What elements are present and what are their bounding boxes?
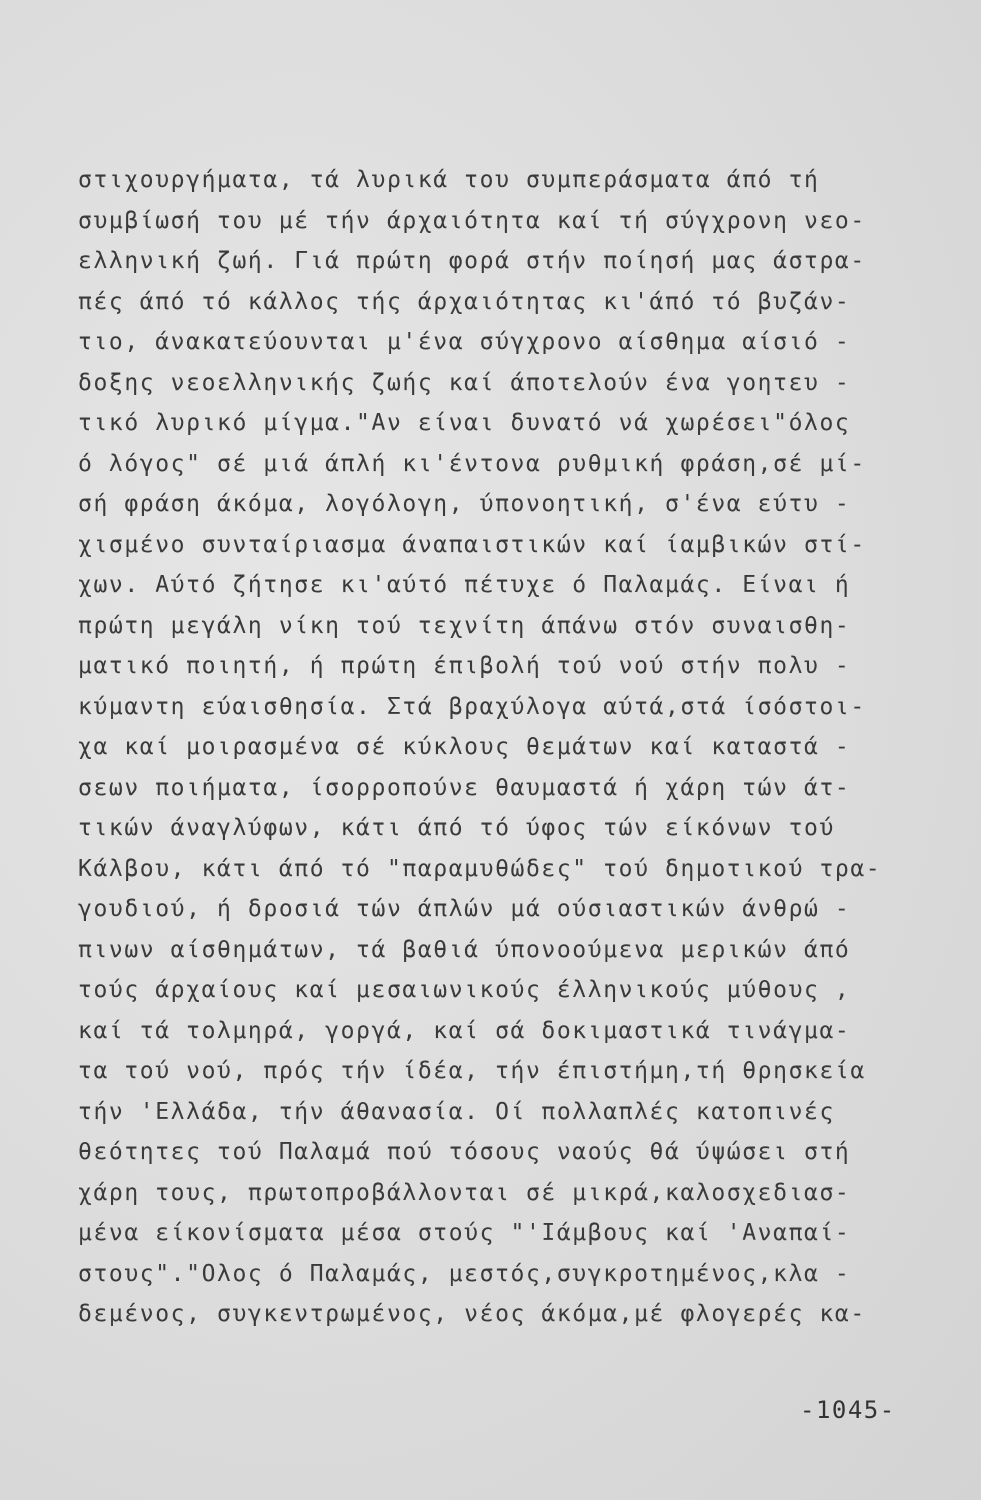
text-line: τήν 'Ελλάδα, τήν άθανασία. Οί πολλαπλές κατοπινές	[78, 1098, 835, 1125]
text-line: συμβίωσή του μέ τήν άρχαιότητα καί τή σύγχρονη νεο-	[78, 207, 866, 234]
text-line: ό λόγος" σέ μιά άπλή κι'έντονα ρυθμική φράση,σέ μί-	[78, 450, 866, 477]
text-line: στους"."Ολος ό Παλαμάς, μεστός,συγκροτημένος,κλα -	[78, 1260, 851, 1287]
text-line: μένα είκονίσματα μέσα στούς "'Ιάμβους καί 'Αναπαί-	[78, 1220, 851, 1246]
text-line: τιο, άνακατεύουνται μ'ένα σύγχρονο αίσθημα αίσιό -	[78, 329, 851, 355]
text-line: τούς άρχαίους καί μεσαιωνικούς έλληνικούς μύθους ,	[78, 977, 851, 1003]
text-line: τα τού νού, πρός τήν ίδέα, τήν έπιστήμη,τή θρησκεία	[78, 1058, 866, 1084]
text-line: δοξης νεοελληνικής ζωής καί άποτελούν ένα γοητευ -	[78, 369, 851, 396]
text-line: πρώτη μεγάλη νίκη τού τεχνίτη άπάνω στόν συναισθη-	[78, 612, 851, 639]
text-line: ελληνική ζωή. Γιά πρώτη φορά στήν ποίησή μας άστρα-	[78, 248, 866, 274]
text-line: στιχουργήματα, τά λυρικά του συμπεράσματα άπό τή	[78, 167, 820, 193]
text-line: χάρη τους, πρωτοπροβάλλονται σέ μικρά,καλοσχεδιασ-	[78, 1179, 851, 1206]
text-line: καί τά τολμηρά, γοργά, καί σά δοκιμαστικά τινάγμα-	[78, 1017, 851, 1044]
text-line: σεων ποιήματα, ίσορροπούνε θαυμαστά ή χάρη τών άτ-	[78, 774, 851, 801]
text-line: χων. Αύτό ζήτησε κι'αύτό πέτυχε ό Παλαμάς. Είναι ή	[78, 572, 851, 598]
text-line: τικό λυρικό μίγμα."Αν είναι δυνατό νά χωρέσει"όλος	[78, 410, 851, 436]
text-line: δεμένος, συγκεντρωμένος, νέος άκόμα,μέ φλογερές κα-	[78, 1301, 866, 1327]
text-line: χισμένο συνταίριασμα άναπαιστικών καί ίαμβικών στί-	[78, 531, 866, 558]
text-line: ματικό ποιητή, ή πρώτη έπιβολή τού νού στήν πολυ -	[78, 653, 851, 679]
text-line: πινων αίσθημάτων, τά βαθιά ύπονοούμενα μερικών άπό	[78, 936, 851, 963]
text-line: κύμαντη εύαισθησία. Στά βραχύλογα αύτά,στά ίσόστοι-	[78, 693, 866, 720]
text-line: γουδιού, ή δροσιά τών άπλών μά ούσιαστικών άνθρώ -	[78, 896, 851, 922]
text-line: Κάλβου, κάτι άπό τό "παραμυθώδες" τού δημοτικού τρα-	[78, 855, 882, 882]
text-line: τικών άναγλύφων, κάτι άπό τό ύφος τών είκόνων τού	[78, 815, 835, 841]
text-line: πές άπό τό κάλλος τής άρχαιότητας κι'άπό τό βυζάν-	[78, 288, 851, 315]
text-line: σή φράση άκόμα, λογόλογη, ύπονοητική, σ'ένα εύτυ -	[78, 491, 851, 517]
text-line: θεότητες τού Παλαμά πού τόσους ναούς θά ύψώσει στή	[78, 1139, 851, 1165]
body-text	[78, 160, 938, 1335]
text-line: χα καί μοιρασμένα σέ κύκλους θεμάτων καί καταστά -	[78, 734, 851, 760]
page-number: -1045-	[800, 1396, 896, 1424]
